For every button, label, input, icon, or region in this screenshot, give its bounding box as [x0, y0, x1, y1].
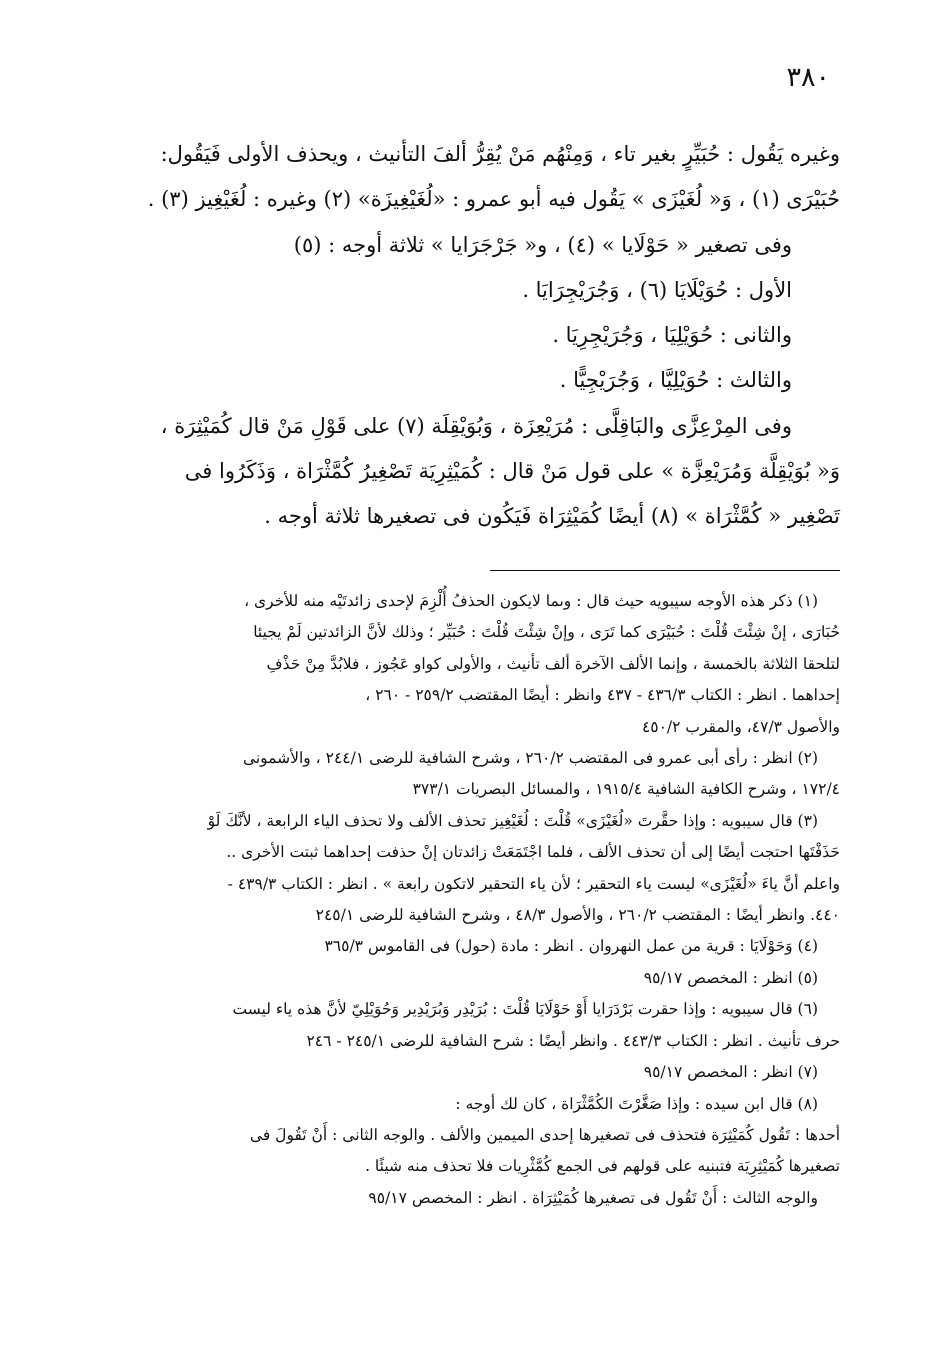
main-text-line: وَ« بُوَيْقِلَّة وَمُرَيْعِزَّة » على قول مَنْ قال : كُمَيْثِرِيَة تَصْغِيرُ كُمَّثْرَاة ، وَذَكَرُوا فى [184, 459, 840, 484]
footnote-line: ٤٤٠. وانظر أيضًا : المقتضب ٢٦٠/٢ ، والأصول ٤٨/٣ ، وشرح الشافية للرضى ٢٤٥/١ [315, 906, 840, 925]
footnote-line: ١٧٢/٤ ، وشرح الكافية الشافية ١٩١٥/٤ ، والمسائل البصريات ٣٧٣/١ [412, 780, 840, 799]
footnote-line: (٦) قال سيبويه : وإذا حقرت بَرْدَرَايا أَوْ حَوْلَايَا قُلْتَ : بُرَيْدِر وَبُرَيْدِير وَحُوَيْلِيّ لأنَّ هذه ياء ليست [232, 1000, 818, 1019]
main-text-line: والثالث : حُوَيْلِيَّا ، وَجُرَيْجِيًّا . [559, 368, 792, 393]
page-number: ٣٨٠ [786, 62, 830, 93]
footnote-line: (٧) انظر : المخصص ٩٥/١٧ [643, 1063, 818, 1082]
main-text-line: وفى تصغير « حَوْلَايا » (٤) ، و« جَرْجَرَايا » ثلاثة أوجه : (٥) [293, 232, 792, 257]
footnote-line: (٤) وَحَوْلَايَا : قرية من عمل النهروان . انظر : مادة (حول) فى القاموس ٣٦٥/٣ [324, 937, 818, 956]
footnotes [118, 586, 840, 1214]
footnote-line: (٨) قال ابن سيده : وإذا صَغَّرْتَ الكُمَّثْرَاة ، كان لك أوجه : [455, 1094, 818, 1113]
footnote-line: واعلم أنَّ ياءَ «لُغَيْزَى» ليست ياء التحقير ؛ لأن ياء التحقير لاتكون رابعة » . انظر : الكتاب ٤٣٩/٣ - [227, 874, 840, 893]
main-text-line: حُبَيْرَى (١) ، وَ« لُغَيْزَى » يَقُول فيه أبو عمرو : «لُغَيْغِيزَة» (٢) وغيره : لُغَيْغِيز (٣) . [147, 187, 840, 212]
footnote-line: إحداهما . انظر : الكتاب ٤٣٦/٣ - ٤٣٧ وانظر : أيضًا المقتضب ٢٥٩/٢ - ٢٦٠ ، [365, 686, 840, 705]
footnote-line: تصغيرها كُمَيْثِرِيَة فتبنيه على قولهم فى الجمع كُمَّثْرِيات فلا تحذف منه شيئًا . [365, 1157, 840, 1176]
footnote-line: حَذَفْتَها احتجت أيضًا إلى أن تحذف الألف ، فلما اجْتَمَعَتْ زائدتان إنْ حذفت إحداهما ثبتت الأخرى .. [226, 843, 840, 862]
main-text-line: والثانى : حُوَيْلِيَا ، وَجُرَيْجِرِيَا . [552, 323, 792, 348]
footnote-line: والوجه الثالث : أَنْ تَقُول فى تصغيرها كُمَيْثِرَاة . انظر : المخصص ٩٥/١٧ [368, 1188, 818, 1207]
main-text-line: وفى المِرْعِزَّى والبَاقِلَّى : مُرَيْعِزَة ، وَبُوَيْقِلَة (٧) على قَوْلِ مَنْ قال كُمَيْثِرَة ، [160, 413, 792, 438]
footnote-line: (٣) قال سيبويه : وإذا حقَّرتَ «لُغَيْزَى» قُلْتَ : لُغَيْغِيز تحذف الألف ولا تحذف الياء الرابعة ، لأنَّكَ لَوْ [207, 811, 818, 830]
footnote-line: (٢) انظر : رأى أبى عمرو فى المقتضب ٢٦٠/٢ ، وشرح الشافية للرضى ٢٤٤/١ ، والأشمونى [242, 749, 818, 768]
main-text-line: الأول : حُوَيْلَايَا (٦) ، وَجُرَيْجِرَايَا . [522, 277, 792, 302]
main-text-line: تَصْغِير « كُمَّثْرَاة » (٨) أيضًا كُمَيْثِرَاة فَيَكُون فى تصغيرها ثلاثة أوجه . [264, 504, 840, 529]
footnote-line: أحدها : تَقُول كُمَيْثِرَة فتحذف فى تصغيرها إحدى الميمين والألف . والوجه الثانى : أَنْ تَقُولَ فى [249, 1125, 840, 1144]
footnote-line: لتلحقا الثلاثة بالخمسة ، وإنما الألف الآخرة ألف تأنيث ، والأولى كواو عَجُوز ، فلابُدَّ مِنْ حَذْفِ [266, 654, 840, 673]
footnote-line: حرف تأنيث . انظر : الكتاب ٤٤٣/٣ . وانظر أيضًا : شرح الشافية للرضى ٢٤٥/١ - ٢٤٦ [306, 1031, 840, 1050]
footnote-line: (١) ذكر هذه الأوجه سيبويه حيث قال : وىما لايكون الحذفُ أُلْزِمَ لإحدى زائدتَيْه منه للأخرى ، [244, 592, 818, 610]
main-text [118, 132, 840, 540]
footnote-separator [490, 570, 840, 571]
main-text-line: وغيره يَقُول : حُبَيِّرٍ بغير تاء ، وَمِنْهُم مَنْ يُقِرُّ ألفَ التأنيث ، ويحذف الأولى فَيَقُول: [160, 142, 840, 166]
footnote-line: والأصول ٤٧/٣، والمقرب ٤٥٠/٢ [641, 717, 840, 736]
footnote-line: (٥) انظر : المخصص ٩٥/١٧ [643, 968, 818, 987]
footnote-line: حُبَارَى ، إنْ شِئْتَ قُلْتَ : حُبَيْرَى كما تَرَى ، وإنْ شِئْتَ قُلْتَ : حُبَيِّر ؛ وذلك لأنَّ الزائدتين لَمْ يجيئا [253, 623, 840, 642]
